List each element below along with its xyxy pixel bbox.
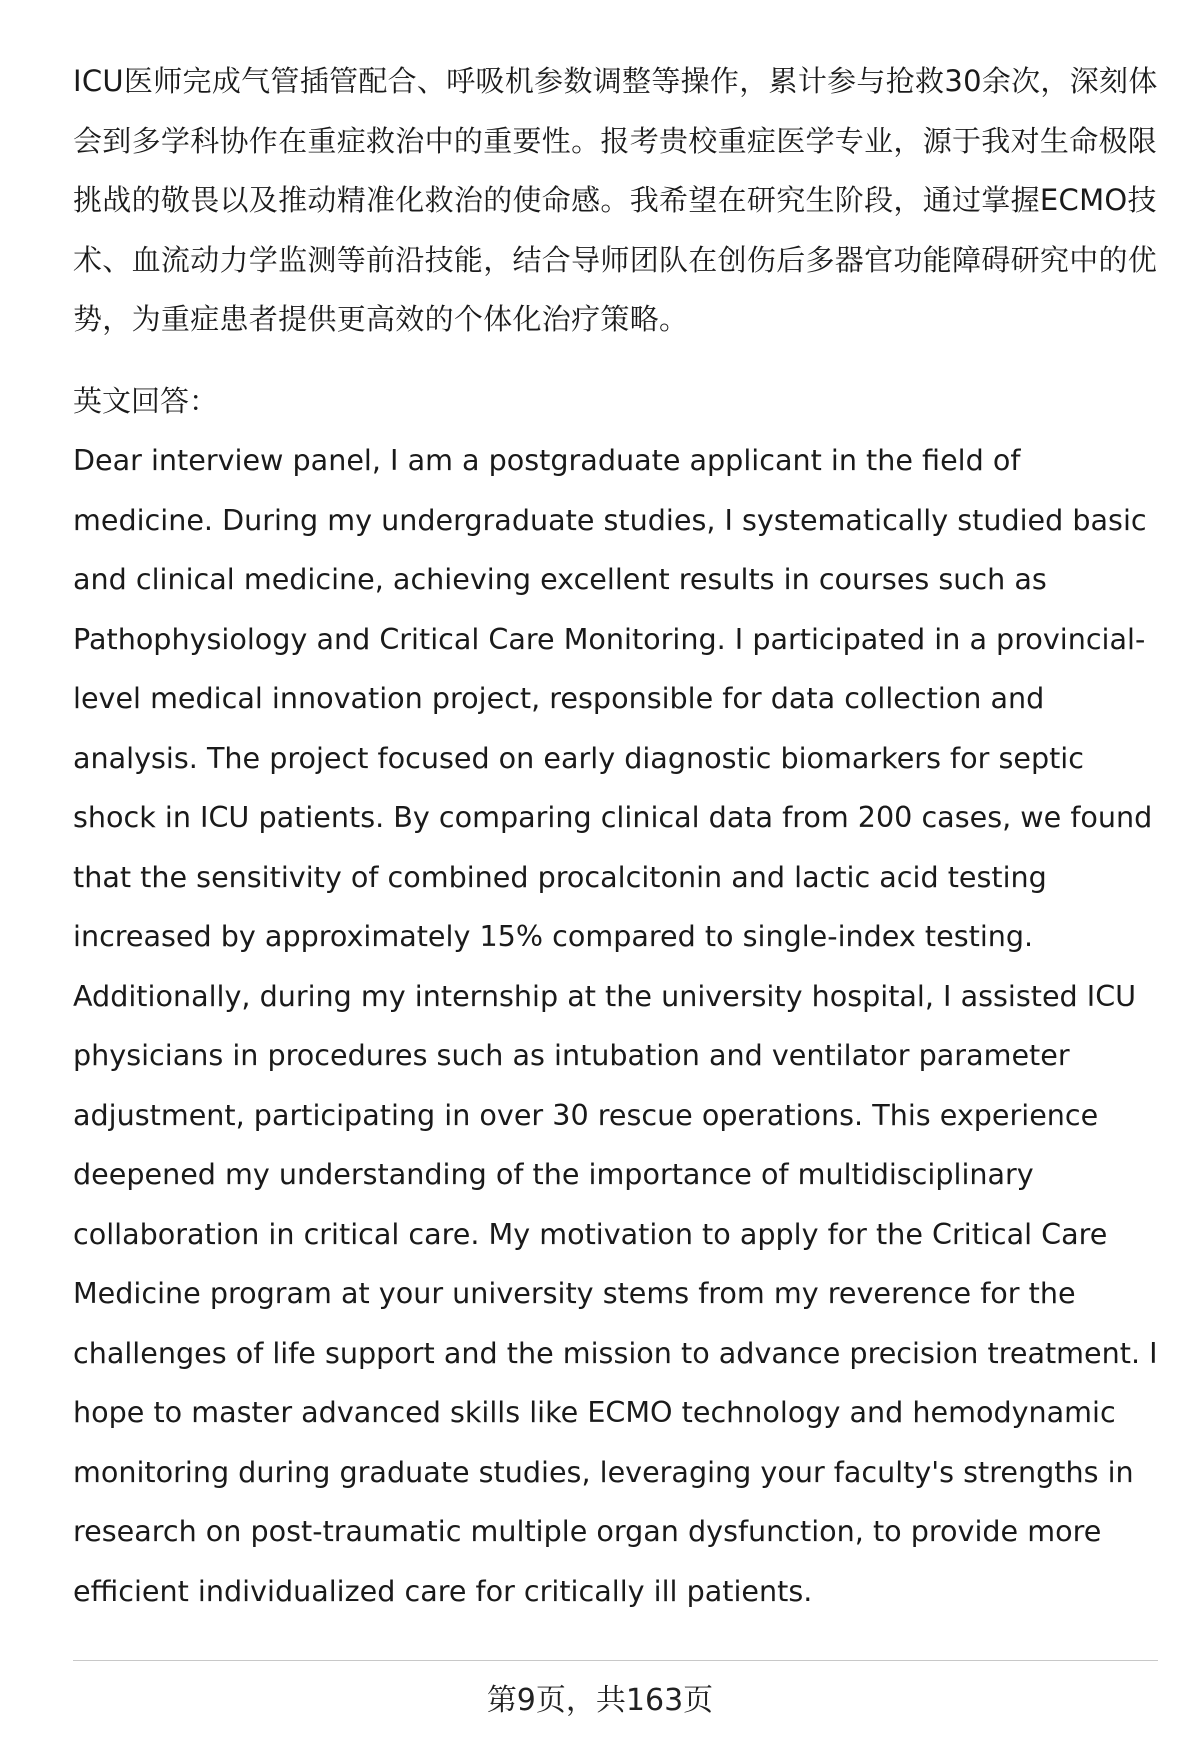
english-answer-paragraph: Dear interview panel, I am a postgraduate applicant in the field of medicine. During my undergraduate studies, I systematically studied basic and clinical medicine, achieving excellent results in courses such as Pathophysiology and Critical Care Monitoring. I participated in a provincial-level medical innovation project, responsible for data collection and analysis. The project focused on early diagnostic biomarkers for septic shock in ICU patients. By comparing clinical data from 200 cases, we found that the sensitivity of combined procalcitonin and lactic acid testing increased by approximately 15% compared to single-index testing. Additionally, during my internship at the university hospital, I assisted ICU physicians in procedures such as intubation and ventilator parameter adjustment, participating in over 30 rescue operations. This experience deepened my understanding of the importance of multidisciplinary collaboration in critical care. My motivation to apply for the Critical Care Medicine program at your university stems from my reverence for the challenges of life support and the mission to advance precision treatment. I hope to master advanced skills like ECMO technology and hemodynamic monitoring during graduate studies, leveraging your faculty's strengths in research on post-traumatic multiple organ dysfunction, to provide more efficient individualized care for critically ill patients.	[73, 443, 1158, 1608]
page-number-footer: 第9页，共163页	[486, 1683, 714, 1718]
english-answer-heading: 英文回答：	[73, 383, 219, 418]
document-page	[73, 52, 1158, 1621]
footer-divider	[73, 1660, 1158, 1661]
chinese-answer-paragraph: ICU医师完成气管插管配合、呼吸机参数调整等操作，累计参与抢救30余次，深刻体会到多学科协作在重症救治中的重要性。报考贵校重症医学专业，源于我对生命极限挑战的敬畏以及推动精准化救治的使命感。我希望在研究生阶段，通过掌握ECMO技术、血流动力学监测等前沿技能，结合导师团队在创伤后多器官功能障碍研究中的优势，为重症患者提供更高效的个体化治疗策略。	[73, 64, 1158, 336]
